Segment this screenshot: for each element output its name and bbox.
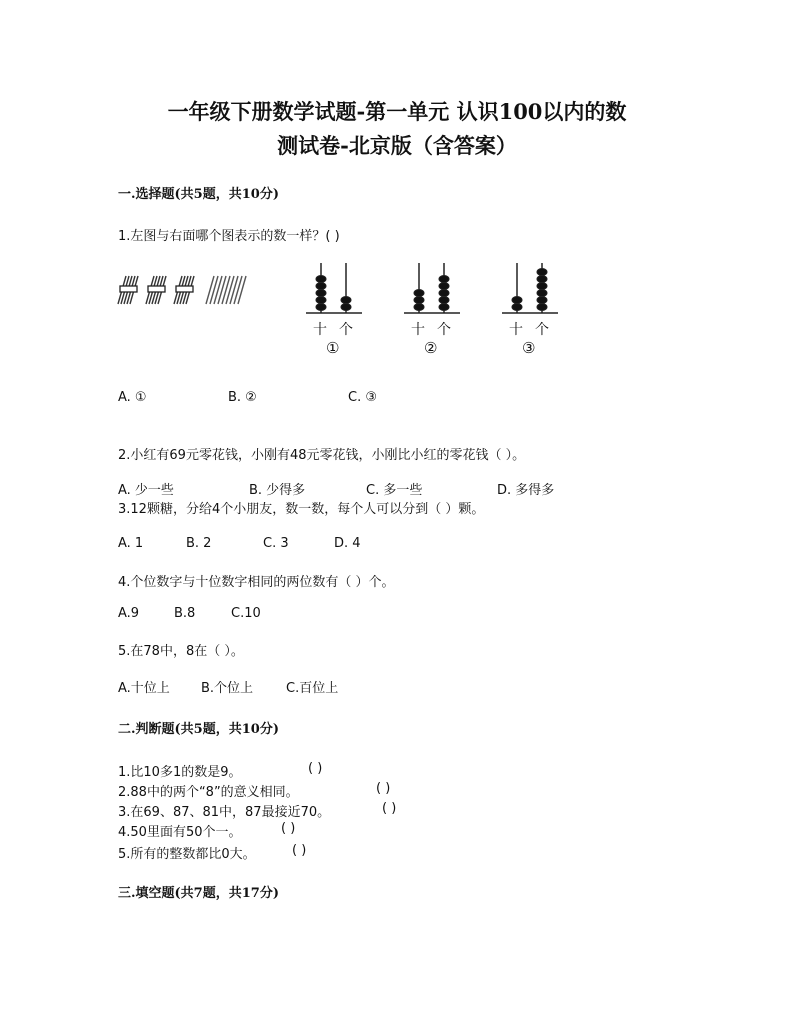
q3-option-c[interactable]: C. 3 — [263, 536, 289, 551]
q5-option-c[interactable]: C.百位上 — [286, 681, 339, 696]
abacus-1-tens-label: 十 — [313, 322, 327, 338]
question-1-text: 1.左图与右面哪个图表示的数一样？( ) — [118, 229, 340, 244]
stick-bundle-3 — [174, 276, 194, 304]
q2-option-b[interactable]: B. 少得多 — [249, 483, 306, 498]
q5-option-a[interactable]: A.十位上 — [118, 681, 170, 696]
stick-bundle-2 — [146, 276, 166, 304]
judge-4-text: 4.50里面有50个一。 — [118, 825, 242, 840]
q3-option-a[interactable]: A. 1 — [118, 536, 144, 551]
section-heading-judge: 二.判断题(共5题，共10分) — [118, 722, 279, 737]
q1-option-a[interactable]: A. ① — [118, 390, 147, 405]
judge-4-answer-blank[interactable]: ( ) — [281, 821, 296, 836]
q1-option-b[interactable]: B. ② — [228, 390, 257, 405]
question-2-text: 2.小红有69元零花钱，小刚有48元零花钱，小刚比小红的零花钱（ ）。 — [118, 448, 526, 463]
abacus-3-tens-label: 十 — [509, 322, 523, 338]
q2-option-d[interactable]: D. 多得多 — [497, 483, 555, 498]
judge-3-answer-blank[interactable]: ( ) — [382, 801, 397, 816]
q3-option-d[interactable]: D. 4 — [334, 536, 361, 551]
abacus-1-number: ① — [326, 339, 340, 357]
question-5-text: 5.在78中，8在（ ）。 — [118, 644, 244, 659]
q4-option-a[interactable]: A.9 — [118, 606, 140, 621]
abacus-3 — [502, 263, 558, 313]
q2-option-a[interactable]: A. 少一些 — [118, 483, 174, 498]
question-1-figure — [110, 255, 590, 360]
abacus-2-number: ② — [424, 339, 438, 357]
question-3-text: 3.12颗糖，分给4个小朋友，数一数，每个人可以分到（ ）颗。 — [118, 502, 485, 517]
abacus-1 — [306, 263, 362, 313]
abacus-2 — [404, 263, 460, 313]
page-title-line-1: 一年级下册数学试题-第一单元 认识100以内的数 — [167, 99, 627, 124]
q4-option-b[interactable]: B.8 — [174, 606, 196, 621]
abacus-2-tens-label: 十 — [411, 322, 425, 338]
q5-option-b[interactable]: B.个位上 — [201, 681, 254, 696]
abacus-2-ones-label: 个 — [437, 322, 451, 338]
q4-option-c[interactable]: C.10 — [231, 606, 261, 621]
abacus-3-ones-label: 个 — [535, 322, 549, 338]
judge-5-text: 5.所有的整数都比0大。 — [118, 847, 256, 862]
q1-option-c[interactable]: C. ③ — [348, 390, 377, 405]
judge-2-answer-blank[interactable]: ( ) — [376, 781, 391, 796]
question-4-text: 4.个位数字与十位数字相同的两位数有（ ）个。 — [118, 575, 395, 590]
judge-2-text: 2.88中的两个“8”的意义相同。 — [118, 785, 299, 800]
judge-3-text: 3.在69、87、81中，87最接近70。 — [118, 805, 331, 820]
page-title-line-2: 测试卷-北京版（含答案） — [277, 133, 517, 158]
q2-option-c[interactable]: C. 多一些 — [366, 483, 423, 498]
judge-1-answer-blank[interactable]: ( ) — [308, 761, 323, 776]
stick-bundle-1 — [118, 276, 138, 304]
section-heading-choice: 一.选择题(共5题，共10分) — [118, 187, 279, 202]
judge-5-answer-blank[interactable]: ( ) — [292, 843, 307, 858]
judge-1-text: 1.比10多1的数是9。 — [118, 765, 242, 780]
q3-option-b[interactable]: B. 2 — [186, 536, 212, 551]
abacus-3-number: ③ — [522, 339, 536, 357]
abacus-1-ones-label: 个 — [339, 322, 353, 338]
section-heading-fill: 三.填空题(共7题，共17分) — [118, 886, 279, 901]
single-sticks — [206, 276, 246, 304]
